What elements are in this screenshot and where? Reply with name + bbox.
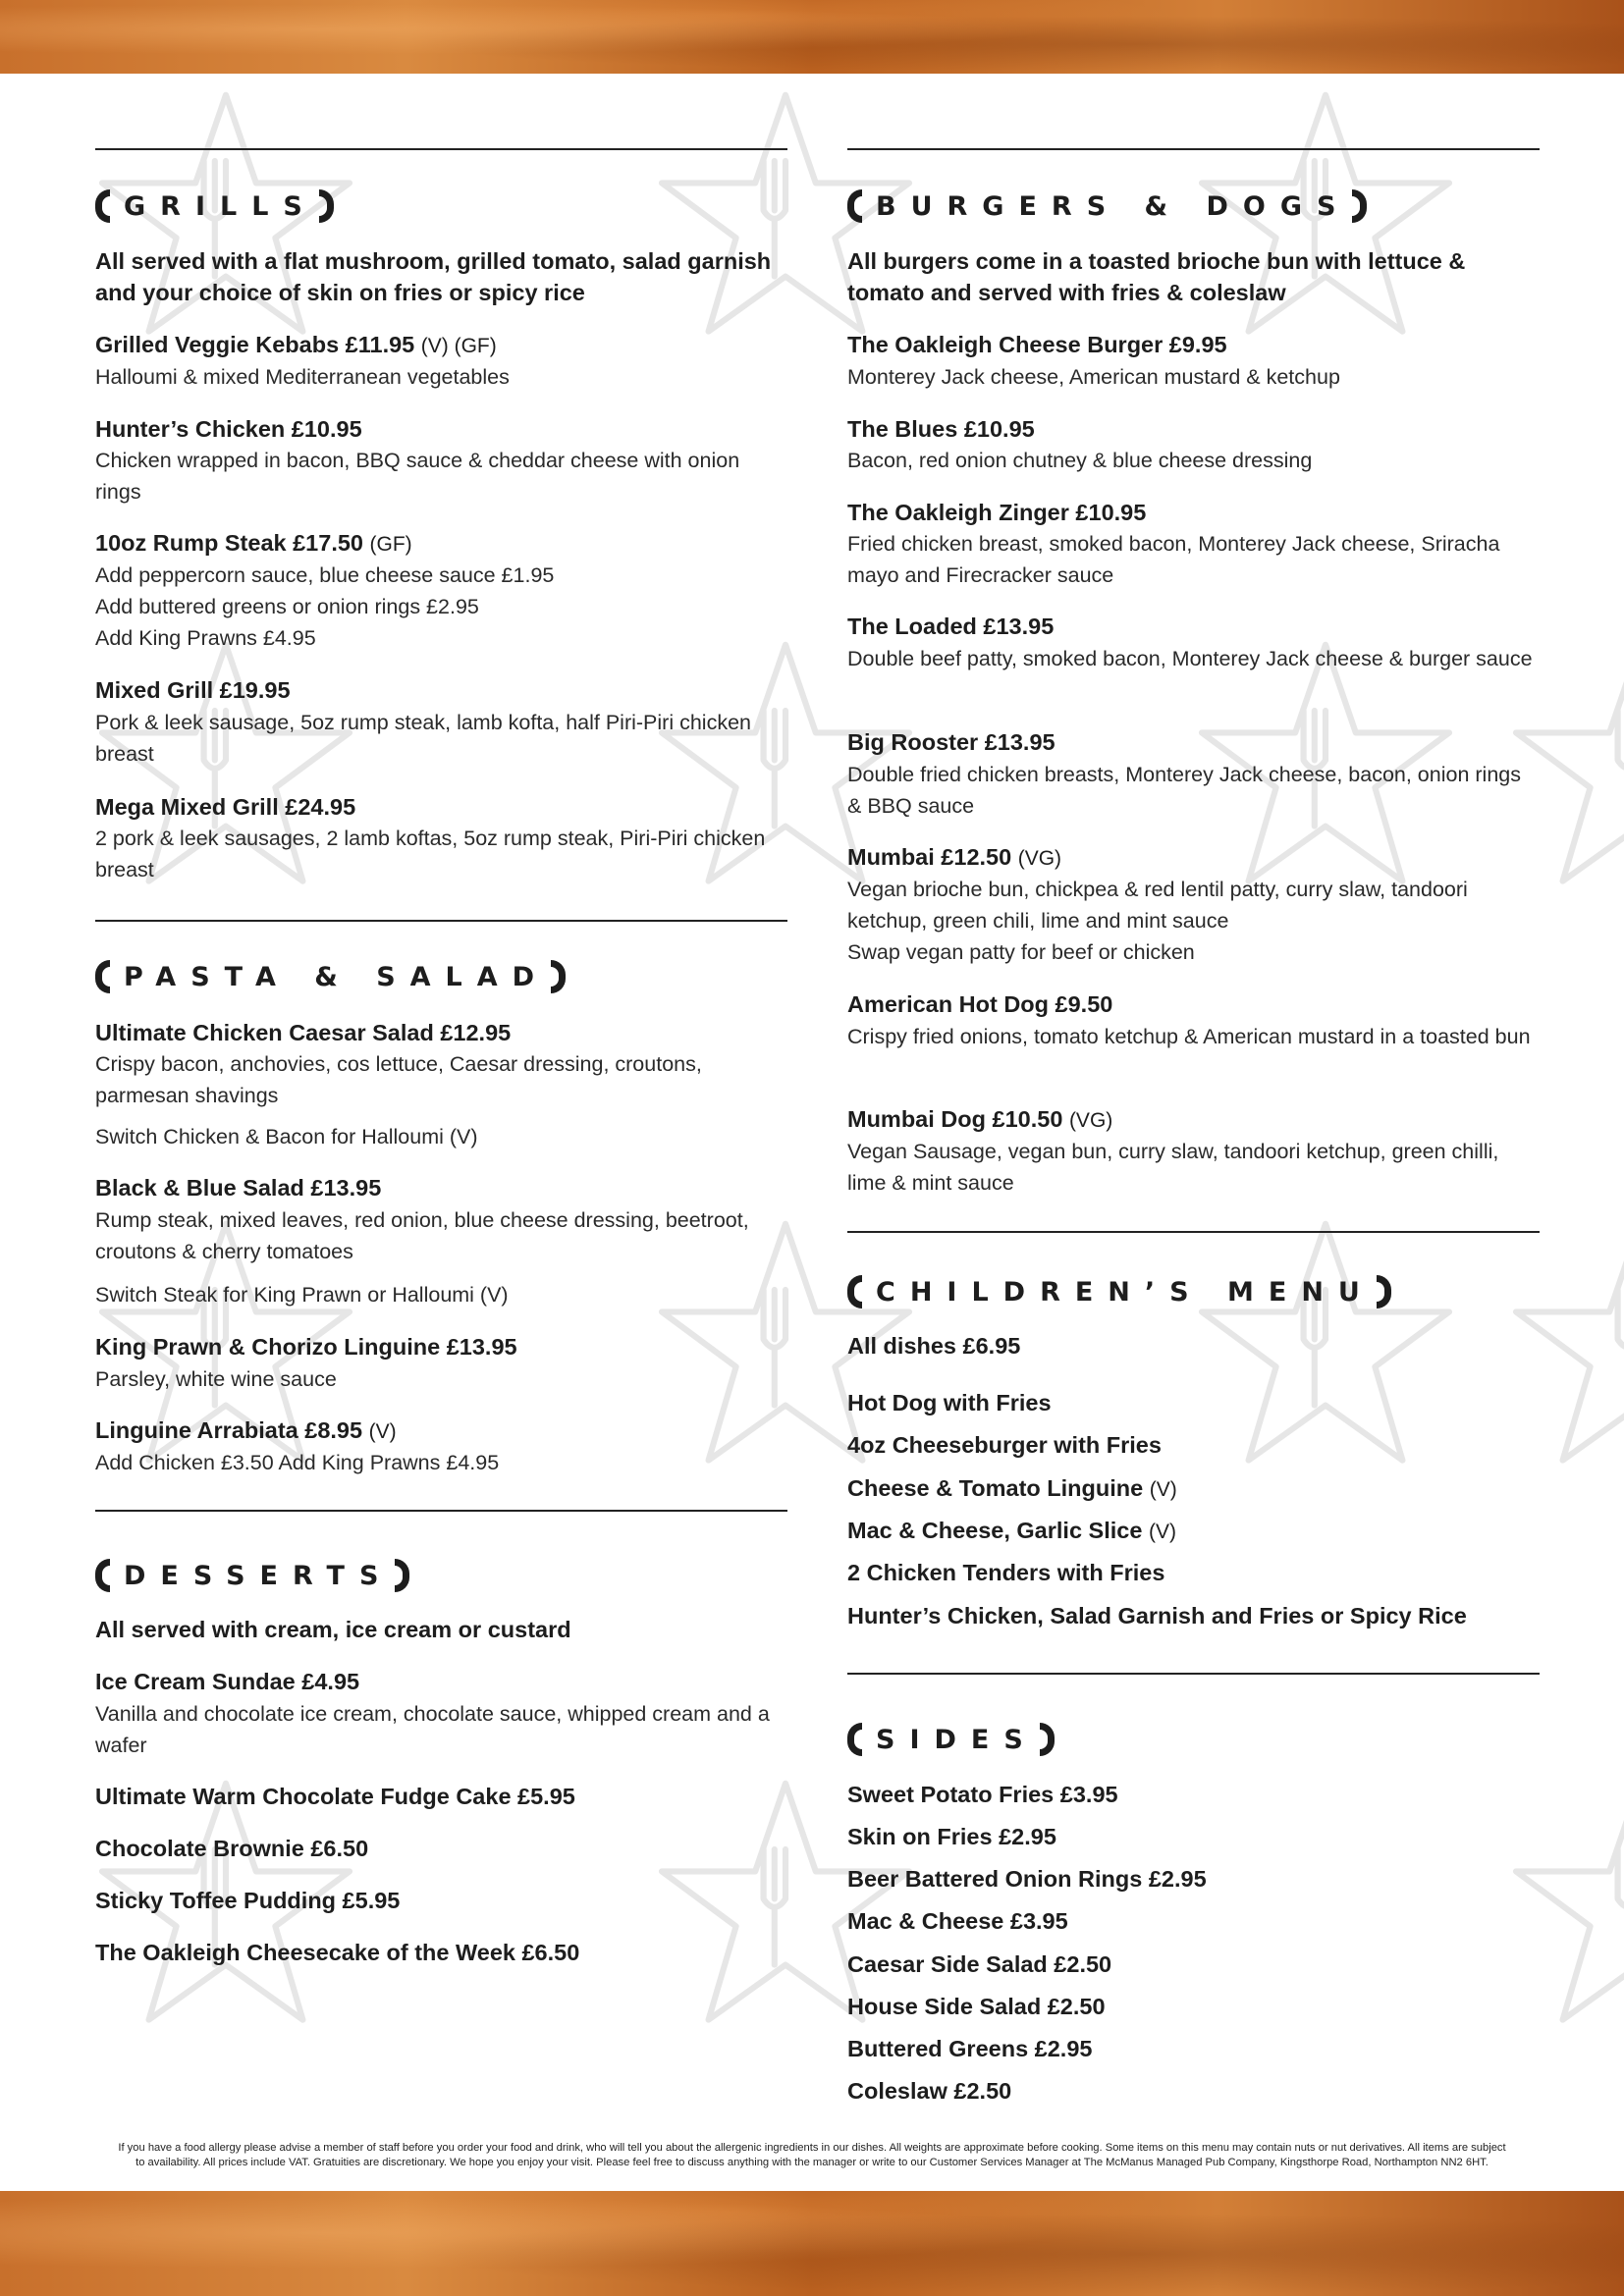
menu-item-desc: Add King Prawns £4.95	[95, 626, 316, 650]
menu-item-name: Sticky Toffee Pudding £5.95	[95, 1888, 401, 1913]
dietary-tag: (VG)	[1017, 847, 1062, 870]
menu-item-desc: 2 pork & leek sausages, 2 lamb koftas, 5oz rump steak, Piri-Piri chicken breast	[95, 827, 766, 881]
dietary-tag: (V)	[368, 1420, 397, 1443]
right-bracket-icon	[551, 960, 566, 993]
right-bracket-icon	[395, 1559, 409, 1592]
menu-item-desc: Vegan brioche bun, chickpea & red lentil patty, curry slaw, tandoori ketchup, green chili, lime and mint sauce	[847, 878, 1468, 933]
menu-item-desc: Vegan Sausage, vegan bun, curry slaw, tandoori ketchup, green chilli, lime & mint sauce	[847, 1140, 1499, 1195]
section-divider	[95, 148, 787, 150]
desserts-heading	[95, 1556, 409, 1595]
pasta-title: PASTA & SALAD	[124, 961, 550, 992]
menu-item-note: Switch Steak for King Prawn or Halloumi (V)	[95, 1283, 509, 1307]
menu-item-name: Mixed Grill £19.95	[95, 677, 291, 703]
menu-item-name: Chocolate Brownie £6.50	[95, 1836, 369, 1861]
right-bracket-icon	[1040, 1723, 1055, 1756]
menu-item-name: Black & Blue Salad £13.95	[95, 1175, 382, 1201]
menu-item-desc: Pork & leek sausage, 5oz rump steak, lamb kofta, half Piri-Piri chicken breast	[95, 711, 751, 766]
menu-item-name: Linguine Arrabiata £8.95 (V)	[95, 1417, 397, 1443]
children-heading	[847, 1272, 1391, 1311]
section-divider	[95, 1510, 787, 1512]
left-bracket-icon	[95, 189, 110, 223]
menu-item-name: Ultimate Chicken Caesar Salad £12.95	[95, 1020, 512, 1045]
menu-item-desc: Halloumi & mixed Mediterranean vegetables	[95, 365, 510, 389]
side-item: Sweet Potato Fries £3.95	[847, 1782, 1118, 1807]
dietary-tag: (GF)	[369, 533, 412, 556]
dietary-tag: (V) (GF)	[420, 335, 497, 357]
dietary-tag: (V)	[1149, 1478, 1177, 1501]
side-item: Coleslaw £2.50	[847, 2078, 1012, 2104]
section-divider	[847, 1231, 1540, 1233]
burgers-title: BURGERS & DOGS	[876, 190, 1351, 222]
menu-item-name: Ultimate Warm Chocolate Fudge Cake £5.95	[95, 1784, 575, 1809]
menu-item-name: Big Rooster £13.95	[847, 729, 1056, 755]
burgers-intro: All burgers come in a toasted brioche bun with lettuce & tomato and served with fries & coleslaw	[847, 248, 1466, 305]
allergy-disclaimer	[39, 2141, 1585, 2170]
side-item: House Side Salad £2.50	[847, 1994, 1106, 2019]
right-bracket-icon	[1377, 1275, 1391, 1308]
menu-item-desc: Crispy fried onions, tomato ketchup & American mustard in a toasted bun	[847, 1025, 1531, 1048]
disclaimer-line-1: If you have a food allergy please advise a member of staff before you order your food and drink, who will tell you about the allergenic ingredients in our dishes. All weights are approximate before cooking. Some items on this menu may contain nuts or nut derivatives. All items are subject	[118, 2142, 1506, 2154]
menu-item-name: Hunter’s Chicken, Salad Garnish and Fries or Spicy Rice	[847, 1603, 1467, 1629]
menu-item-name: 2 Chicken Tenders with Fries	[847, 1560, 1165, 1585]
desserts-title: DESSERTS	[124, 1560, 394, 1591]
menu-item-name: The Oakleigh Zinger £10.95	[847, 500, 1147, 525]
menu-item-desc: Add Chicken £3.50 Add King Prawns £4.95	[95, 1451, 500, 1474]
side-item: Skin on Fries £2.95	[847, 1824, 1056, 1849]
side-item: Buttered Greens £2.95	[847, 2036, 1093, 2061]
side-item: Caesar Side Salad £2.50	[847, 1951, 1112, 1977]
menu-item-desc: Fried chicken breast, smoked bacon, Monterey Jack cheese, Sriracha mayo and Firecracker sauce	[847, 532, 1500, 587]
burgers-heading	[847, 187, 1367, 226]
menu-item-name: The Oakleigh Cheese Burger £9.95	[847, 332, 1227, 357]
dietary-tag: (V)	[1148, 1521, 1176, 1543]
grills-title: GRILLS	[124, 190, 317, 222]
menu-item-desc: Parsley, white wine sauce	[95, 1367, 337, 1391]
menu-item-name: King Prawn & Chorizo Linguine £13.95	[95, 1334, 517, 1360]
menu-item-name: Mumbai £12.50 (VG)	[847, 844, 1062, 870]
section-divider	[95, 920, 787, 922]
grills-intro: All served with a flat mushroom, grilled tomato, salad garnish and your choice of skin on fries or spicy rice	[95, 248, 772, 305]
section-divider	[847, 1673, 1540, 1675]
menu-item-name: Ice Cream Sundae £4.95	[95, 1669, 360, 1694]
side-item: Mac & Cheese £3.95	[847, 1908, 1068, 1934]
children-title: CHILDREN’S MENU	[876, 1276, 1375, 1308]
dietary-tag: (VG)	[1068, 1109, 1113, 1132]
menu-item-desc: Swap vegan patty for beef or chicken	[847, 940, 1195, 964]
bottom-decorative-band	[0, 2191, 1624, 2296]
menu-item-desc: Rump steak, mixed leaves, red onion, blue cheese dressing, beetroot, croutons & cherry tomatoes	[95, 1208, 749, 1263]
grills-heading	[95, 187, 334, 226]
menu-item-desc: Add buttered greens or onion rings £2.95	[95, 595, 479, 618]
side-item: Beer Battered Onion Rings £2.95	[847, 1866, 1207, 1892]
left-bracket-icon	[847, 1723, 862, 1756]
menu-item-desc: Vanilla and chocolate ice cream, chocolate sauce, whipped cream and a wafer	[95, 1702, 770, 1757]
desserts-intro: All served with cream, ice cream or custard	[95, 1617, 571, 1642]
menu-item-name: The Blues £10.95	[847, 416, 1035, 442]
menu-item-name: Hunter’s Chicken £10.95	[95, 416, 362, 442]
disclaimer-line-2: to availability. All prices include VAT. Gratuities are discretionary. We hope you enjoy your visit. Please feel free to discuss anything with the manager or write to our Customer Services Manager at The McManus Managed Pub Company, Kingsthorpe Road, Northampton NN2 6HT.	[135, 2157, 1489, 2168]
menu-item-name: Cheese & Tomato Linguine (V)	[847, 1475, 1177, 1501]
menu-item-name: Grilled Veggie Kebabs £11.95 (V) (GF)	[95, 332, 497, 357]
pasta-heading	[95, 957, 566, 996]
sides-title: SIDES	[876, 1724, 1038, 1755]
menu-item-name: 10oz Rump Steak £17.50 (GF)	[95, 530, 412, 556]
left-bracket-icon	[847, 1275, 862, 1308]
section-divider	[847, 148, 1540, 150]
menu-item-desc: Double fried chicken breasts, Monterey Jack cheese, bacon, onion rings & BBQ sauce	[847, 763, 1521, 818]
right-bracket-icon	[1352, 189, 1367, 223]
menu-item-desc: Double beef patty, smoked bacon, Monterey Jack cheese & burger sauce	[847, 647, 1533, 670]
menu-item-note: Switch Chicken & Bacon for Halloumi (V)	[95, 1125, 478, 1148]
menu-item-name: Hot Dog with Fries	[847, 1390, 1052, 1415]
menu-item-name: The Loaded £13.95	[847, 614, 1055, 639]
menu-item-desc: Add peppercorn sauce, blue cheese sauce £1.95	[95, 563, 555, 587]
menu-item-desc: Bacon, red onion chutney & blue cheese dressing	[847, 449, 1313, 472]
children-intro: All dishes £6.95	[847, 1333, 1021, 1359]
top-decorative-band	[0, 0, 1624, 74]
left-bracket-icon	[95, 1559, 110, 1592]
left-bracket-icon	[847, 189, 862, 223]
menu-item-name: Mac & Cheese, Garlic Slice (V)	[847, 1518, 1176, 1543]
menu-item-desc: Crispy bacon, anchovies, cos lettuce, Caesar dressing, croutons, parmesan shavings	[95, 1052, 702, 1107]
menu-item-name: The Oakleigh Cheesecake of the Week £6.50	[95, 1940, 580, 1965]
menu-item-desc: Monterey Jack cheese, American mustard & ketchup	[847, 365, 1340, 389]
menu-item-name: American Hot Dog £9.50	[847, 991, 1113, 1017]
sides-heading	[847, 1720, 1055, 1759]
menu-item-name: Mumbai Dog £10.50 (VG)	[847, 1106, 1113, 1132]
menu-item-name: 4oz Cheeseburger with Fries	[847, 1432, 1162, 1458]
menu-item-name: Mega Mixed Grill £24.95	[95, 794, 356, 820]
left-bracket-icon	[95, 960, 110, 993]
right-bracket-icon	[319, 189, 334, 223]
menu-item-desc: Chicken wrapped in bacon, BBQ sauce & cheddar cheese with onion rings	[95, 449, 740, 504]
